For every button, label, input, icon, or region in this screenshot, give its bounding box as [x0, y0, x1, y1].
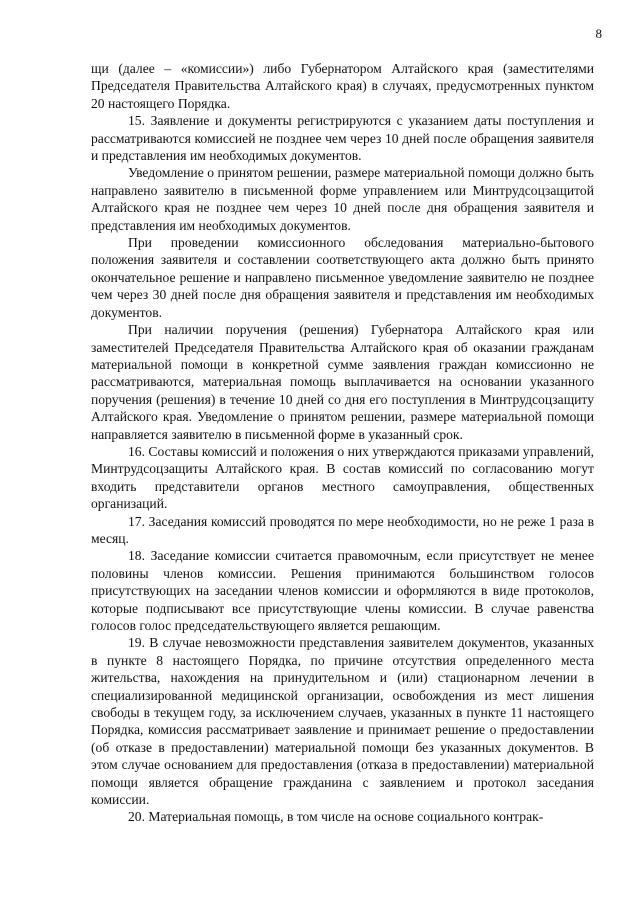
paragraph-item-18: 18. Заседание комиссии считается правомочным, если присутствует не менее половины членов комиссии. Решения принимаются большинством голосов присутствующих на заседании членов комиссии и оформляются в виде протоколов, которые подписывают все присутствующие члены комиссии. В случае равенства голосов голос председательствующего является решающим. [91, 548, 594, 633]
document-body [91, 60, 594, 826]
paragraph-governor-order: При наличии поручения (решения) Губернатора Алтайского края или заместителей Председателя Правительства Алтайского края об оказании гражданам материальной помощи в конкретной сумме заявления граждан комиссионно не рассматриваются, материальная помощь выплачивается на основании указанного поручения (решения) в течение 10 дней со дня его поступления в Минтрудсоцзащиту Алтайского края. Уведомление о принятом решении, размере материальной помощи направляется заявителю в письменной форме в указанный срок. [91, 322, 594, 442]
paragraph-notification: Уведомление о принятом решении, размере материальной помощи должно быть направлено заявителю в письменной форме управлением или Минтрудсоцзащитой Алтайского края не позднее чем через 10 дней после дня обращения заявителя и представления им необходимых документов. [91, 165, 594, 233]
paragraph-continuation: щи (далее – «комиссии») либо Губернатором Алтайского края (заместителями Председателя Правительства Алтайского края) в случаях, предусмотренных пунктом 20 настоящего Порядка. [91, 61, 594, 111]
paragraph-item-16: 16. Составы комиссий и положения о них утверждаются приказами управлений, Минтрудсоцзащиты Алтайского края. В состав комиссий по согласованию могут входить представители органов местного самоуправления, общественных организаций. [91, 443, 594, 512]
paragraph-inspection: При проведении комиссионного обследования материально-бытового положения заявителя и составлении соответствующего акта должно быть принято окончательное решение и направлено письменное уведомление заявителю не позднее чем через 30 дней после дня обращения заявителя и представления им необходимых документов. [91, 235, 594, 320]
page-number: 8 [595, 26, 602, 41]
paragraph-item-19: 19. В случае невозможности представления заявителем документов, указанных в пункте 8 настоящего Порядка, по причине отсутствия определенного места жительства, нахождения на принудительном и (или) стационарном лечении в специализированной медицинской организации, освобождения из мест лишения свободы в текущем году, за исключением случаев, указанных в пункте 11 настоящего Порядка, комиссия рассматривает заявление и принимает решение о предоставлении (об отказе в предоставлении) материальной помощи без указанных документов. В этом случае основанием для предоставления (отказа в предоставлении) материальной помощи является обращение гражданина с заявлением и протокол заседания комиссии. [91, 635, 594, 808]
paragraph-item-17: 17. Заседания комиссий проводятся по мере необходимости, но не реже 1 раза в месяц. [91, 513, 594, 546]
paragraph-item-20: 20. Материальная помощь, в том числе на основе социального контрак- [128, 809, 544, 825]
paragraph-item-15: 15. Заявление и документы регистрируются с указанием даты поступления и рассматриваются комиссией не позднее чем через 10 дней после обращения заявителя и представления им необходимых документов. [91, 113, 594, 164]
